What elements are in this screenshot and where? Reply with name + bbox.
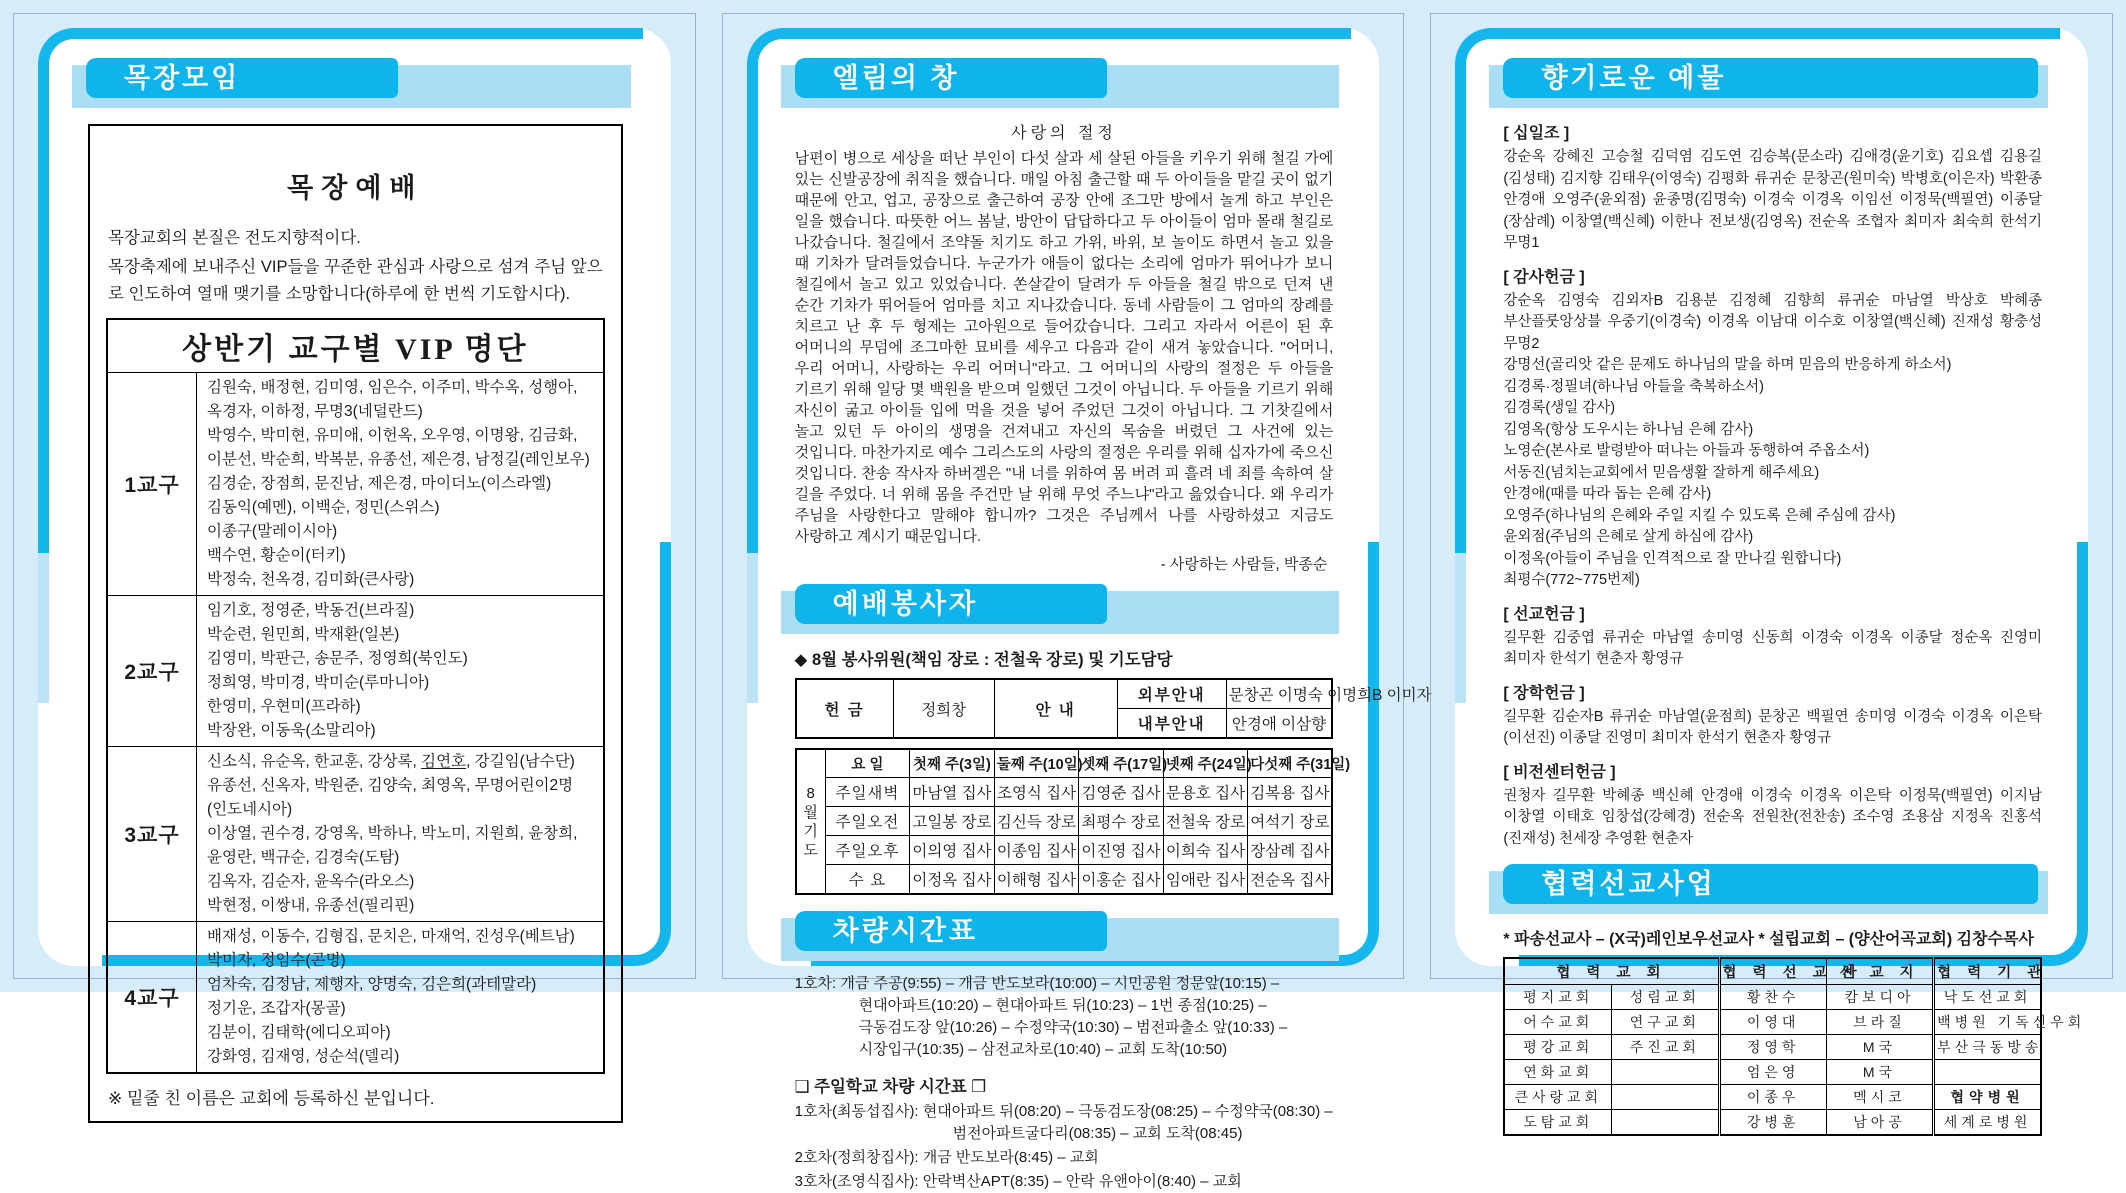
name-line: 엄차숙, 김정남, 제행자, 양명숙, 김은희(과테말라) <box>207 976 537 993</box>
name-line: 이종구(말레이시아) <box>207 523 338 540</box>
serving-table <box>795 678 1432 739</box>
coop-cell: 캄보디아 <box>1826 985 1933 1010</box>
vip-box <box>88 124 623 1123</box>
month-char: 8 <box>806 784 815 802</box>
coop-row <box>1504 1110 2041 1136</box>
week-header: 둘째 주(10일) <box>994 749 1079 778</box>
name-line: 김동익(예멘), 이백순, 정민(스위스) <box>207 499 440 516</box>
offering-line: 길무환 김중엽 류귀순 마남열 송미영 신동희 이경숙 이경옥 이종달 정순옥 진영미 최미자 한석기 현춘자 황영규 <box>1503 629 2043 667</box>
name-line: 백수연, 황순이(터키) <box>207 547 346 564</box>
coop-cell: 연화교회 <box>1504 1060 1611 1085</box>
offering-title: [ 십일조 ] <box>1503 125 1570 142</box>
coop-cell: 평지교회 <box>1504 985 1611 1010</box>
offering-line: 길무환 김순자B 류귀순 마남열(윤점희) 문창곤 백필연 송미영 이경숙 이경옥 이은탁(이선진) 이종달 진영미 최미자 한석기 현춘자 황영규 <box>1503 708 2043 746</box>
name-line: 정기운, 조갑자(몽골) <box>207 1000 346 1017</box>
swoosh-left-light <box>1455 553 1466 703</box>
prayer-person: 최평수 장로 <box>1079 807 1164 836</box>
prayer-day: 수 요 <box>825 865 910 895</box>
coop-row <box>1504 985 2041 1010</box>
coop-table-body <box>1504 985 2086 1136</box>
section-title: 향기로운 예물 <box>1503 58 2038 98</box>
name-line: 박순련, 원민희, 박재환(일본) <box>207 626 400 643</box>
district-label: 4교구 <box>107 922 197 1074</box>
coop-cell <box>1612 1085 1719 1110</box>
outer-guide-names: 문창곤 이명숙 이명희B 이미자 <box>1226 679 1332 709</box>
prayer-person: 이해형 집사 <box>994 865 1079 895</box>
offering-line: 서동진(넘치는교회에서 믿음생활 잘하게 해주세요) <box>1503 464 1820 481</box>
name-line: 정희영, 박미경, 박미순(루마니아) <box>207 674 430 691</box>
month-char: 기 <box>803 822 818 840</box>
offering-title: [ 선교헌금 ] <box>1503 605 1585 623</box>
outer-guide-label: 외부안내 <box>1117 679 1226 709</box>
coop-cell: 어수교회 <box>1504 1010 1611 1035</box>
name-line: 임기호, 정영준, 박동건(브라질) <box>207 602 415 619</box>
district-names <box>197 747 604 922</box>
prayer-person: 김신득 장로 <box>994 807 1079 836</box>
coop-cell: 남아공 <box>1826 1110 1933 1136</box>
prayer-person: 이의영 집사 <box>910 836 995 865</box>
prayer-person: 전철욱 장로 <box>1163 807 1248 836</box>
offering-section <box>1503 264 2042 592</box>
prayer-row <box>796 778 1333 807</box>
section-title: 목장모임 <box>86 58 398 98</box>
offering-section <box>1503 120 2042 255</box>
prayer-person: 여석기 장로 <box>1248 807 1333 836</box>
coop-cell: 멕시코 <box>1826 1085 1933 1110</box>
coop-cell: 도탐교회 <box>1504 1110 1611 1136</box>
coop-cell: 이종우 <box>1719 1085 1826 1110</box>
prayer-person: 이홍순 집사 <box>1079 865 1164 895</box>
offering-title: [ 장학헌금 ] <box>1503 684 1585 702</box>
name-line: 박정숙, 천옥경, 김미화(큰사랑) <box>207 571 415 588</box>
week-header: 다섯째 주(31일) <box>1248 749 1333 778</box>
prayer-person: 마남열 집사 <box>910 778 995 807</box>
section-header-servers <box>795 584 1334 634</box>
sunday-school-bus-line: 2호차(정희창집사): 개금 반도보라(8:45) – 교회 <box>794 1149 1099 1166</box>
offering-line: 최평수(772~775번제) <box>1503 572 1640 588</box>
prayer-day: 주일오후 <box>825 836 910 865</box>
coop-cell: 협약병원 <box>1934 1085 2041 1110</box>
prayer-person: 조영식 집사 <box>994 778 1079 807</box>
name-line: 이상열, 권수경, 강영옥, 박하나, 박노미, 지원희, 윤창희, 윤영란, 백규순, 김경숙(도탐) <box>207 825 578 866</box>
coop-cell: 황찬수 <box>1719 985 1826 1010</box>
coop-cell: 큰사랑교회 <box>1504 1085 1611 1110</box>
name-line: 김원숙, 배정현, 김미영, 임은수, 이주미, 박수옥, 성행아, 옥경자, 이하정, 무명3(네덜란드) <box>207 379 578 420</box>
prayer-person: 이정옥 집사 <box>910 865 995 895</box>
prayer-day: 주일오전 <box>825 807 910 836</box>
coop-header: 협 력 기 관 <box>1934 958 2041 985</box>
bus-route-1: 1호차: 개금 주공(9:55) – 개금 반도보라(10:00) – 시민공원 정문앞(10:15) – 현대아파트(10:20) – 현대아파트 뒤(10:23) – 1번 종점(10:25) – 극동검도장 앞(10:26) – 수정약국(10:30) – 범전파출소 앞(10:33) – 시장입구(10:35) – 삼전교차로(10:40) – 교회 도착(10:50) <box>794 975 1288 1058</box>
inner-guide-names: 안경애 이삼향 <box>1226 709 1332 739</box>
coop-cell: 성림교회 <box>1612 985 1719 1010</box>
offering-line: 김경록(생일 감사) <box>1503 400 1616 416</box>
offering-name: 정희창 <box>893 679 994 738</box>
coop-row <box>1504 1035 2041 1060</box>
coop-header: 협 력 선 교 사 <box>1719 958 1826 985</box>
name-line: 박영수, 박미현, 유미애, 이헌옥, 오우영, 이명왕, 김금화, 이분선, 박순희, 박복분, 유종선, 제은경, 남정길(레인보우) <box>207 427 590 468</box>
name-line: 박현정, 이쌍내, 유종선(필리핀) <box>207 897 415 914</box>
coop-header: 선 교 지 <box>1826 958 1933 985</box>
underlined-name: 김연호 <box>421 753 467 770</box>
name-line: 한영미, 우현미(프라하) <box>207 698 361 715</box>
page-middle-content <box>794 54 1432 1190</box>
section-title: 엘림의 창 <box>795 58 1107 98</box>
offering-line: 김영옥(항상 도우시는 하나님 은혜 감사) <box>1503 421 1754 438</box>
name-line: 유종선, 신옥자, 박원준, 김양숙, 최영옥, 무명어린이2명(인도네시아) <box>207 777 574 818</box>
offering-line: 김경록·정필녀(하나님 아들을 축복하소서) <box>1503 378 1765 395</box>
prayer-person: 문용호 집사 <box>1163 778 1248 807</box>
prayer-person: 장삼례 집사 <box>1248 836 1333 865</box>
guide-label: 안 내 <box>994 679 1117 738</box>
vip-row <box>107 373 604 596</box>
coop-table <box>1503 957 2086 1136</box>
offering-line: 오영주(하나님의 은혜와 주일 지킬 수 있도록 은혜 주심에 감사) <box>1503 507 1896 524</box>
coop-cell: 낙도선교회 <box>1934 985 2041 1010</box>
prayer-person: 김영준 집사 <box>1079 778 1164 807</box>
district-label: 3교구 <box>107 747 197 922</box>
offering-line: 윤외점(주님의 은혜로 살게 하심에 감사) <box>1503 529 1754 545</box>
prayer-table <box>795 748 1351 895</box>
prayer-header-row <box>796 749 1333 778</box>
page-panel <box>747 28 1432 1190</box>
coop-cell: 평강교회 <box>1504 1035 1611 1060</box>
vip-table-title: 상반기 교구별 VIP 명단 <box>107 319 604 373</box>
prayer-person: 이종임 집사 <box>994 836 1079 865</box>
vip-table-body <box>107 373 604 1074</box>
prayer-person: 김복용 집사 <box>1248 778 1333 807</box>
offering-line: 안경애(때를 따라 돕는 은혜 감사) <box>1503 486 1712 502</box>
prayer-row <box>796 865 1333 895</box>
name-line: 신소식, 유순옥, 한교훈, 강상록, 김연호, 강길임(남수단) <box>207 753 575 770</box>
swoosh-left-light <box>747 553 758 703</box>
prayer-person: 전순옥 집사 <box>1248 865 1333 895</box>
essay-signature: - 사랑하는 사람들, 박종순 <box>1160 556 1328 573</box>
coop-cell: 주진교회 <box>1612 1035 1719 1060</box>
page-right-content <box>1503 54 2086 1130</box>
offering-line: 노영순(본사로 발령받아 떠나는 아들과 동행하여 주옵소서) <box>1503 443 1870 459</box>
offering-line: 이정옥(아들이 주님을 인격적으로 잘 만나길 원합니다) <box>1503 550 1842 567</box>
offering-line: 강순옥 강혜진 고승철 김덕염 김도연 김승복(문소라) 김애경(윤기호) 김요셉 김용길(김성태) 김지향 김태우(이영숙) 김평화 류귀순 문창곤(원미숙) 박병호(이은자) 박환종 안경애 오영주(윤외점) 윤종명(김명숙) 이경숙 이경옥 이임선 이정묵(백필연) 이종달(장삼례) 이창열(백신혜) 이한나 전보생(김영옥) 전순옥 조협자 최미자 최숙희 한석기 무명1 <box>1503 149 2043 251</box>
prayer-row <box>796 836 1333 865</box>
coop-cell: 엄은영 <box>1719 1060 1826 1085</box>
coop-row <box>1504 1060 2041 1085</box>
page-panel <box>38 28 671 1108</box>
essay-title: 사랑의 절정 <box>1011 125 1117 142</box>
district-label: 2교구 <box>107 596 197 747</box>
coop-cell: 정영학 <box>1719 1035 1826 1060</box>
vip-box-title: 목장예배 <box>287 173 424 203</box>
name-line: 강화영, 김재영, 성순석(델리) <box>207 1048 400 1065</box>
page-right <box>1417 0 2126 1130</box>
coop-header-row <box>1504 958 2041 985</box>
prayer-person: 고일봉 장로 <box>910 807 995 836</box>
name-line: 배재성, 이동수, 김형집, 문치은, 마재억, 진성우(베트남) <box>207 928 575 945</box>
day-header: 요 일 <box>825 749 910 778</box>
offering-section <box>1503 759 2042 851</box>
sunday-school-title: ❑ 주일학교 차량 시간표 ❒ <box>794 1078 987 1096</box>
page-panel <box>1455 28 2088 1130</box>
offering-line: 강순옥 김영숙 김외자B 김용분 김정혜 김향희 류귀순 마남열 박상호 박혜종 부산플룻앙상블 우중기(이경숙) 이경옥 이남대 이수호 이창열(백신혜) 진재성 황충성 무명2 <box>1503 292 2043 352</box>
coop-cell <box>1612 1110 1719 1136</box>
page-left-content <box>86 54 625 1108</box>
prayer-table-body <box>796 749 1351 894</box>
section-header-bus <box>795 911 1334 961</box>
vip-row <box>107 596 604 747</box>
offering-label: 헌 금 <box>796 679 894 738</box>
district-names <box>197 373 604 596</box>
page-middle <box>709 0 1432 1190</box>
prayer-day: 주일새벽 <box>825 778 910 807</box>
page-left <box>0 0 709 1108</box>
name-line: 김분이, 김태학(에디오피아) <box>207 1024 391 1041</box>
district-label: 1교구 <box>107 373 197 596</box>
coop-cell: M국 <box>1826 1035 1933 1060</box>
section-title: 협력선교사업 <box>1503 864 2038 904</box>
vip-intro-2: 목장축제에 보내주신 VIP들을 꾸준한 관심과 사랑으로 섬겨 주님 앞으로 인도하여 열매 맺기를 소망합니다(하루에 한 번씩 기도합시다). <box>108 258 603 303</box>
offering-section <box>1503 680 2042 750</box>
sunday-school-lines <box>795 1101 1334 1193</box>
prayer-month-label <box>796 749 826 894</box>
coop-cell: 이영대 <box>1719 1010 1826 1035</box>
coop-cell: 백병원 기독신우회 <box>1934 1010 2041 1035</box>
vip-row <box>107 922 604 1074</box>
district-names <box>197 596 604 747</box>
section-header-elim <box>795 58 1334 108</box>
coop-cell <box>1612 1060 1719 1085</box>
sunday-school-bus-line: 1호차(최동섭집사): 현대아파트 뒤(08:20) – 극동검도장(08:25) – 수정약국(08:30) – 범전아파트굴다리(08:35) – 교회 도착(08:45) <box>794 1103 1333 1142</box>
name-line: 김경순, 장점희, 문진남, 제은경, 마이더노(이스라엘) <box>207 475 552 492</box>
coop-cell: 연구교회 <box>1612 1010 1719 1035</box>
prayer-person: 이희숙 집사 <box>1163 836 1248 865</box>
sunday-school-bus-line: 3호차(조영식집사): 안락벽산APT(8:35) – 안락 유앤아이(8:40) – 교회 <box>794 1173 1242 1190</box>
vip-note: ※ 밑줄 친 이름은 교회에 등록하신 분입니다. <box>108 1089 435 1108</box>
week-header: 넷째 주(24일) <box>1163 749 1248 778</box>
name-line: 김영미, 박판근, 송문주, 정영희(북인도) <box>207 650 468 667</box>
coop-cell <box>1934 1060 2041 1085</box>
offering-title: [ 비전센터헌금 ] <box>1503 763 1616 781</box>
coop-cell: 강병훈 <box>1719 1110 1826 1136</box>
coop-cell: M국 <box>1826 1060 1933 1085</box>
section-header-offerings <box>1503 58 2042 108</box>
name-line: 박장완, 이동욱(소말리아) <box>207 722 376 739</box>
section-header-mokjang <box>86 58 625 108</box>
section-title: 차량시간표 <box>795 911 1107 951</box>
coop-row <box>1504 1085 2041 1110</box>
vip-row <box>107 747 604 922</box>
offering-section <box>1503 601 2042 671</box>
prayer-row <box>796 807 1333 836</box>
offerings <box>1503 120 2042 850</box>
offering-title: [ 감사헌금 ] <box>1503 268 1585 286</box>
offering-line: 권청자 길무환 박혜종 백신혜 안경애 이경숙 이경옥 이은탁 이정묵(백필연) 이지남 이창열 이태호 임창섭(강혜경) 전순옥 전원찬(전찬송) 조수영 조용삼 지정옥 진홍석(진재성) 천세장 추영환 현춘자 <box>1503 787 2043 847</box>
coop-note: * 파송선교사 – (X국)레인보우선교사 * 설립교회 – (양산어곡교회) 김창수목사 <box>1503 931 2034 948</box>
essay-body: 남편이 병으로 세상을 떠난 부인이 다섯 살과 세 살된 아들을 키우기 위해 철길 가에 있는 신발공장에 취직을 했습니다. 매일 아침 출근할 때 두 아이들을 맡길 곳이 없기 때문에 안고, 업고, 공장으로 출근하여 공장 안에 조그만 방에서 놀게 하고 부인은 일을 했습니다. 따뜻한 어느 봄날, 방안이 답답하다고 두 아이들이 엄마 몰래 철길로 나갔습니다. 철길에서 조약돌 치기도 하고 가위, 바위, 보 놀이도 하면서 놀고 있을 때 기차가 달려들었습니다. 누군가가 애들이 없다는 소리에 엄마가 뛰어나가 보니 철길에서 놀고 있고 있었습니다. 쏜살같이 달려가 두 아들을 철길 밖으로 던져 낸 순간 기차가 뛰어들어 엄마를 치고 지나갔습니다. 동네 사람들이 그 엄마의 장례를 치르고 난 후 두 형제는 고아원으로 들어갔습니다. 그리고 자라서 어른이 된 후 어머니의 무덤에 조그마한 묘비를 세우고 다음과 같이 새겨 놓았습니다. "어머니, 우리 어머니, 사랑하는 우리 어머니"라고. 그 어머니의 사랑의 절정은 두 아들을 기르기 위해 일당 몇 백원을 받으며 일했던 그것이 아닙니다. 두 아들을 기르기 위해 자신이 굶고 아이들 입에 먹을 것을 넣어 주었던 그것이 아닙니다. 그 기찻길에서 놀고 있던 두 아이의 생명을 건져내고 자신의 목숨을 버렸던 그 사건에 있는 것입니다. 마찬가지로 예수 그리스도의 사랑의 절정은 우리를 위해 십자가에 죽으신 것입니다. 찬송 작사자 하버겔은 "내 너를 위하여 몸 버려 피 흘려 네 죄를 속하여 살 길을 주었다. 너 위해 몸을 주건만 날 위해 무엇 주느냐"라고 읊었습니다. 왜 우리가 주님을 사랑한다고 말해야 합니까? 그것은 주님께서 나를 사랑하셨고 지금도 사랑하고 계시기 때문입니다. <box>794 150 1334 545</box>
name-line: 김옥자, 김순자, 윤옥수(라오스) <box>207 873 415 890</box>
section-header-coop <box>1503 864 2042 914</box>
swoosh-left-light <box>38 553 49 703</box>
offering-line: 강명선(골리앗 같은 문제도 하나님의 말을 하며 믿음의 반응하게 하소서) <box>1503 357 1952 373</box>
coop-header: 협 력 교 회 <box>1504 958 1719 985</box>
month-char: 도 <box>803 841 818 859</box>
prayer-person: 임애란 집사 <box>1163 865 1248 895</box>
name-line: 박미자, 정임수(곤명) <box>207 952 346 969</box>
district-names <box>197 922 604 1074</box>
inner-guide-label: 내부안내 <box>1117 709 1226 739</box>
servers-caption: ◆ 8월 봉사위원(책임 장로 : 전철욱 장로) 및 기도담당 <box>794 651 1173 669</box>
essay <box>795 120 1334 574</box>
week-header: 첫째 주(3일) <box>910 749 995 778</box>
vip-intro-1: 목장교회의 본질은 전도지향적이다. <box>108 229 361 247</box>
prayer-person: 이진영 집사 <box>1079 836 1164 865</box>
coop-cell: 부산극동방송 <box>1934 1035 2041 1060</box>
coop-row <box>1504 1010 2041 1035</box>
section-title: 예배봉사자 <box>795 584 1107 624</box>
month-char: 월 <box>803 803 818 821</box>
coop-cell: 세계로병원 <box>1934 1110 2041 1136</box>
week-header: 셋째 주(17일) <box>1079 749 1164 778</box>
coop-cell: 브라질 <box>1826 1010 1933 1035</box>
vip-table <box>106 318 605 1074</box>
